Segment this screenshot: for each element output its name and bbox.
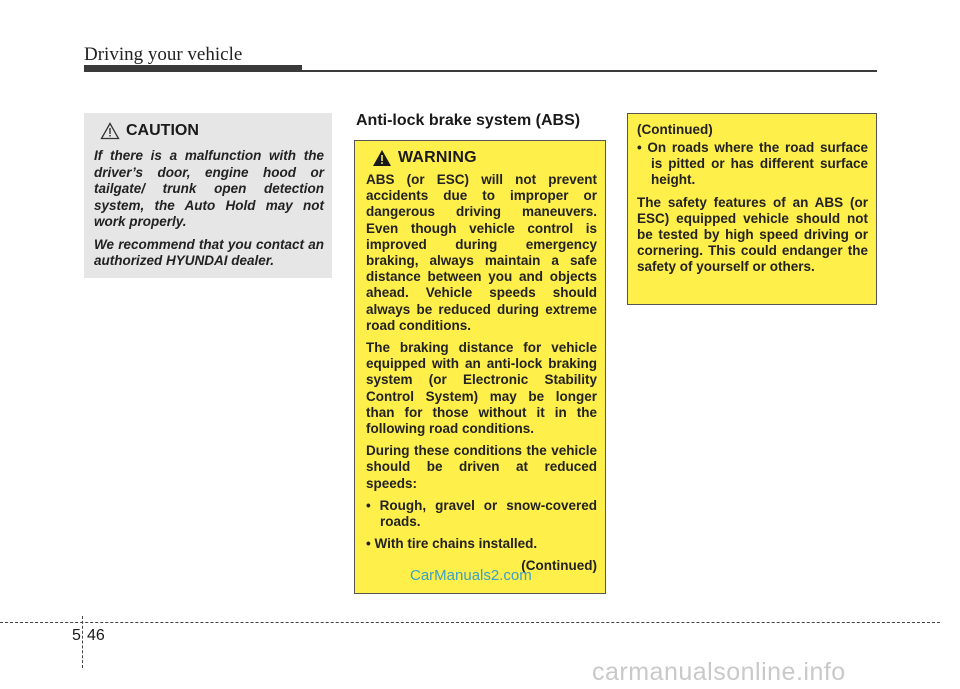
caution-paragraph: If there is a malfunction with the driver’s door, engine hood or tailgate/ trunk open detection system, the Auto Hold may not work properly. (94, 148, 324, 229)
caution-header (94, 122, 324, 140)
site-watermark: carmanualsonline.info (592, 658, 846, 686)
warning-title: WARNING (398, 149, 477, 166)
footer-rule (0, 622, 940, 623)
warning-paragraph: During these conditions the vehicle should be driven at reduced speeds: (366, 443, 597, 491)
chapter-number: 5 (72, 627, 81, 644)
continued-bullet: • On roads where the road surface is pitted or has different surface height. (637, 140, 868, 188)
warning-bullet: • Rough, gravel or snow-covered roads. (366, 497, 597, 530)
warning-continued-label: (Continued) (521, 558, 597, 574)
header-rule (84, 70, 877, 72)
warning-paragraph: The braking distance for vehicle equipped with an anti-lock braking system (or Electronic Stability Control System) may be longer than for those without it in the following road conditions. (366, 340, 597, 437)
caution-triangle-icon (100, 122, 120, 140)
warning-bullet: • With tire chains installed. (366, 536, 538, 552)
continued-label: (Continued) (637, 122, 713, 137)
caution-title: CAUTION (126, 122, 199, 139)
caution-box (84, 113, 332, 278)
footer-divider (82, 616, 83, 668)
caution-paragraph: We recommend that you contact an authorized HYUNDAI dealer. (94, 236, 324, 268)
page-number: 46 (87, 627, 105, 644)
continued-paragraph: The safety features of an ABS (or ESC) equipped vehicle should not be tested by high speed driving or cornering. This could endanger the safety of yourself or others. (637, 194, 868, 275)
page-header-title: Driving your vehicle (84, 44, 243, 65)
warning-paragraph: ABS (or ESC) will not prevent accidents due to improper or dangerous driving maneuvers. Even though vehicle control is improved during emergency braking, always maintain a safe distance between you and objects ahead. Vehicle speeds should always be reduced during extreme road conditions. (366, 172, 597, 333)
continued-warning-box (627, 113, 877, 305)
warning-box (354, 140, 606, 594)
warning-header (366, 149, 597, 167)
section-heading: Anti-lock brake system (ABS) (356, 112, 581, 129)
warning-triangle-icon (372, 149, 392, 167)
carmanuals-watermark: CarManuals2.com (410, 567, 532, 584)
